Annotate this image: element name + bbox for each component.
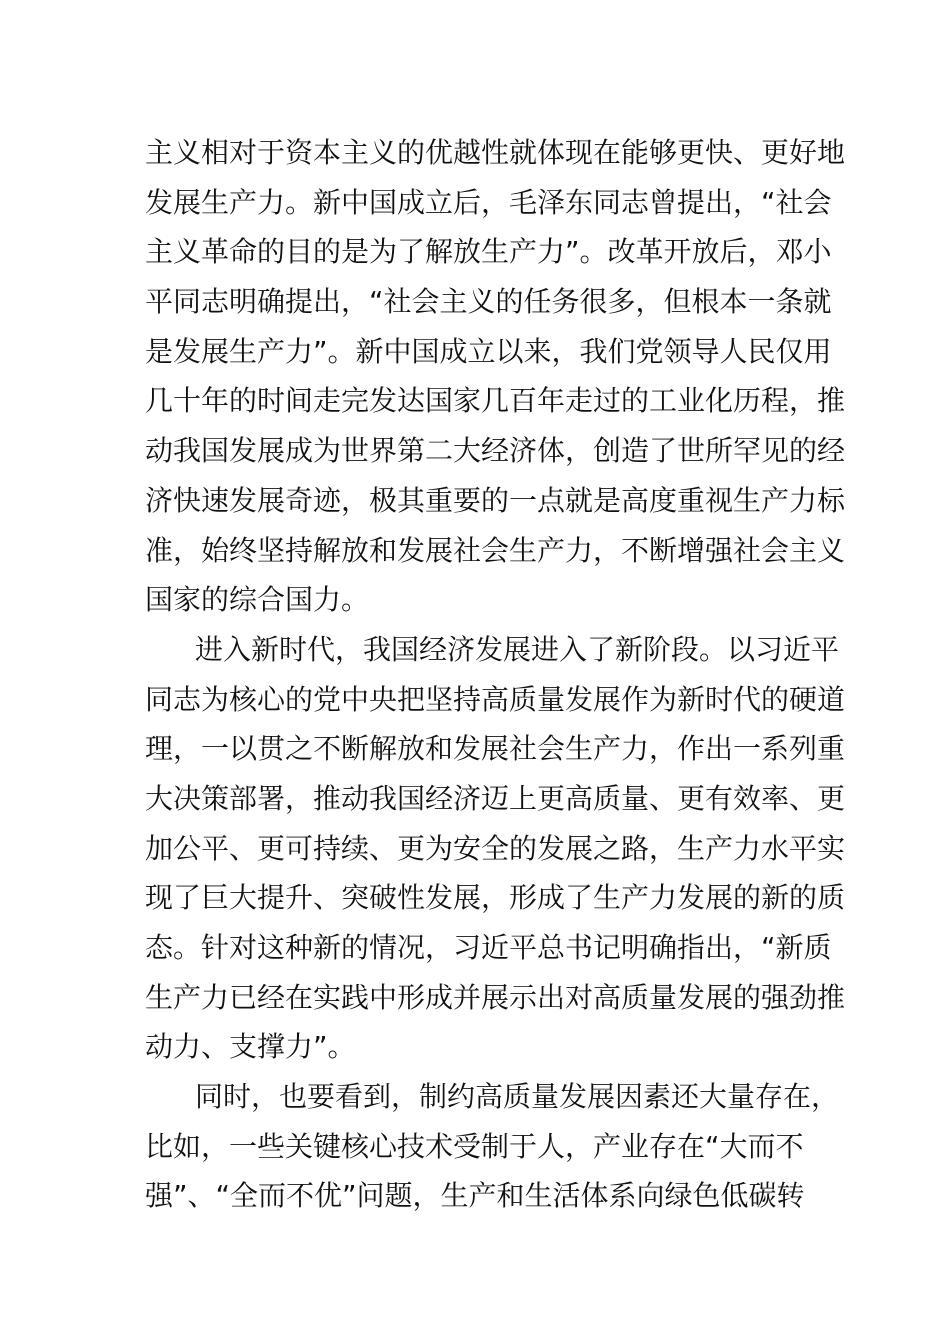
text-line: 生产力已经在实践中形成并展示出对高质量发展的强劲推 bbox=[145, 980, 846, 1014]
text-line: 主义革命的目的是为了解放生产力”。改革开放后，邓小 bbox=[145, 235, 832, 269]
text-line: 强”、“全而不优”问题，生产和生活体系向绿色低碳转 bbox=[145, 1179, 805, 1213]
text-line: 态。针对这种新的情况，习近平总书记明确指出，“新质 bbox=[145, 931, 832, 964]
text-line: 动我国发展成为世界第二大经济体，创造了世所罕见的经 bbox=[145, 434, 846, 468]
text-line: 理，一以贯之不断解放和发展社会生产力，作出一系列重 bbox=[145, 732, 846, 766]
paragraph-start-line: 同时，也要看到，制约高质量发展因素还大量存在， bbox=[195, 1080, 840, 1114]
text-line: 主义相对于资本主义的优越性就体现在能够更快、更好地 bbox=[145, 136, 846, 169]
text-line: 同志为核心的党中央把坚持高质量发展作为新时代的硬道 bbox=[145, 682, 846, 716]
paragraph-start-line: 进入新时代，我国经济发展进入了新阶段。以习近平 bbox=[195, 632, 840, 666]
text-line: 比如，一些关键核心技术受制于人，产业存在“大而不 bbox=[145, 1129, 804, 1163]
text-line: 国家的综合国力。 bbox=[145, 583, 370, 617]
text-line: 济快速发展奇迹，极其重要的一点就是高度重视生产力标 bbox=[145, 483, 846, 517]
text-line: 平同志明确提出，“社会主义的任务很多，但根本一条就 bbox=[145, 285, 832, 319]
text-line: 准，始终坚持解放和发展社会生产力，不断增强社会主义 bbox=[145, 533, 846, 567]
body-text bbox=[145, 128, 846, 1221]
text-line: 几十年的时间走完发达国家几百年走过的工业化历程，推 bbox=[145, 384, 846, 418]
text-line: 大决策部署，推动我国经济迈上更高质量、更有效率、更 bbox=[145, 781, 846, 815]
text-line: 动力、支撑力”。 bbox=[145, 1030, 356, 1064]
text-line: 发展生产力。新中国成立后，毛泽东同志曾提出，“社会 bbox=[145, 185, 832, 219]
text-line: 加公平、更可持续、更为安全的发展之路，生产力水平实 bbox=[145, 831, 846, 865]
text-line: 现了巨大提升、突破性发展，形成了生产力发展的新的质 bbox=[145, 881, 846, 915]
text-line: 是发展生产力”。新中国成立以来，我们党领导人民仅用 bbox=[145, 334, 832, 368]
